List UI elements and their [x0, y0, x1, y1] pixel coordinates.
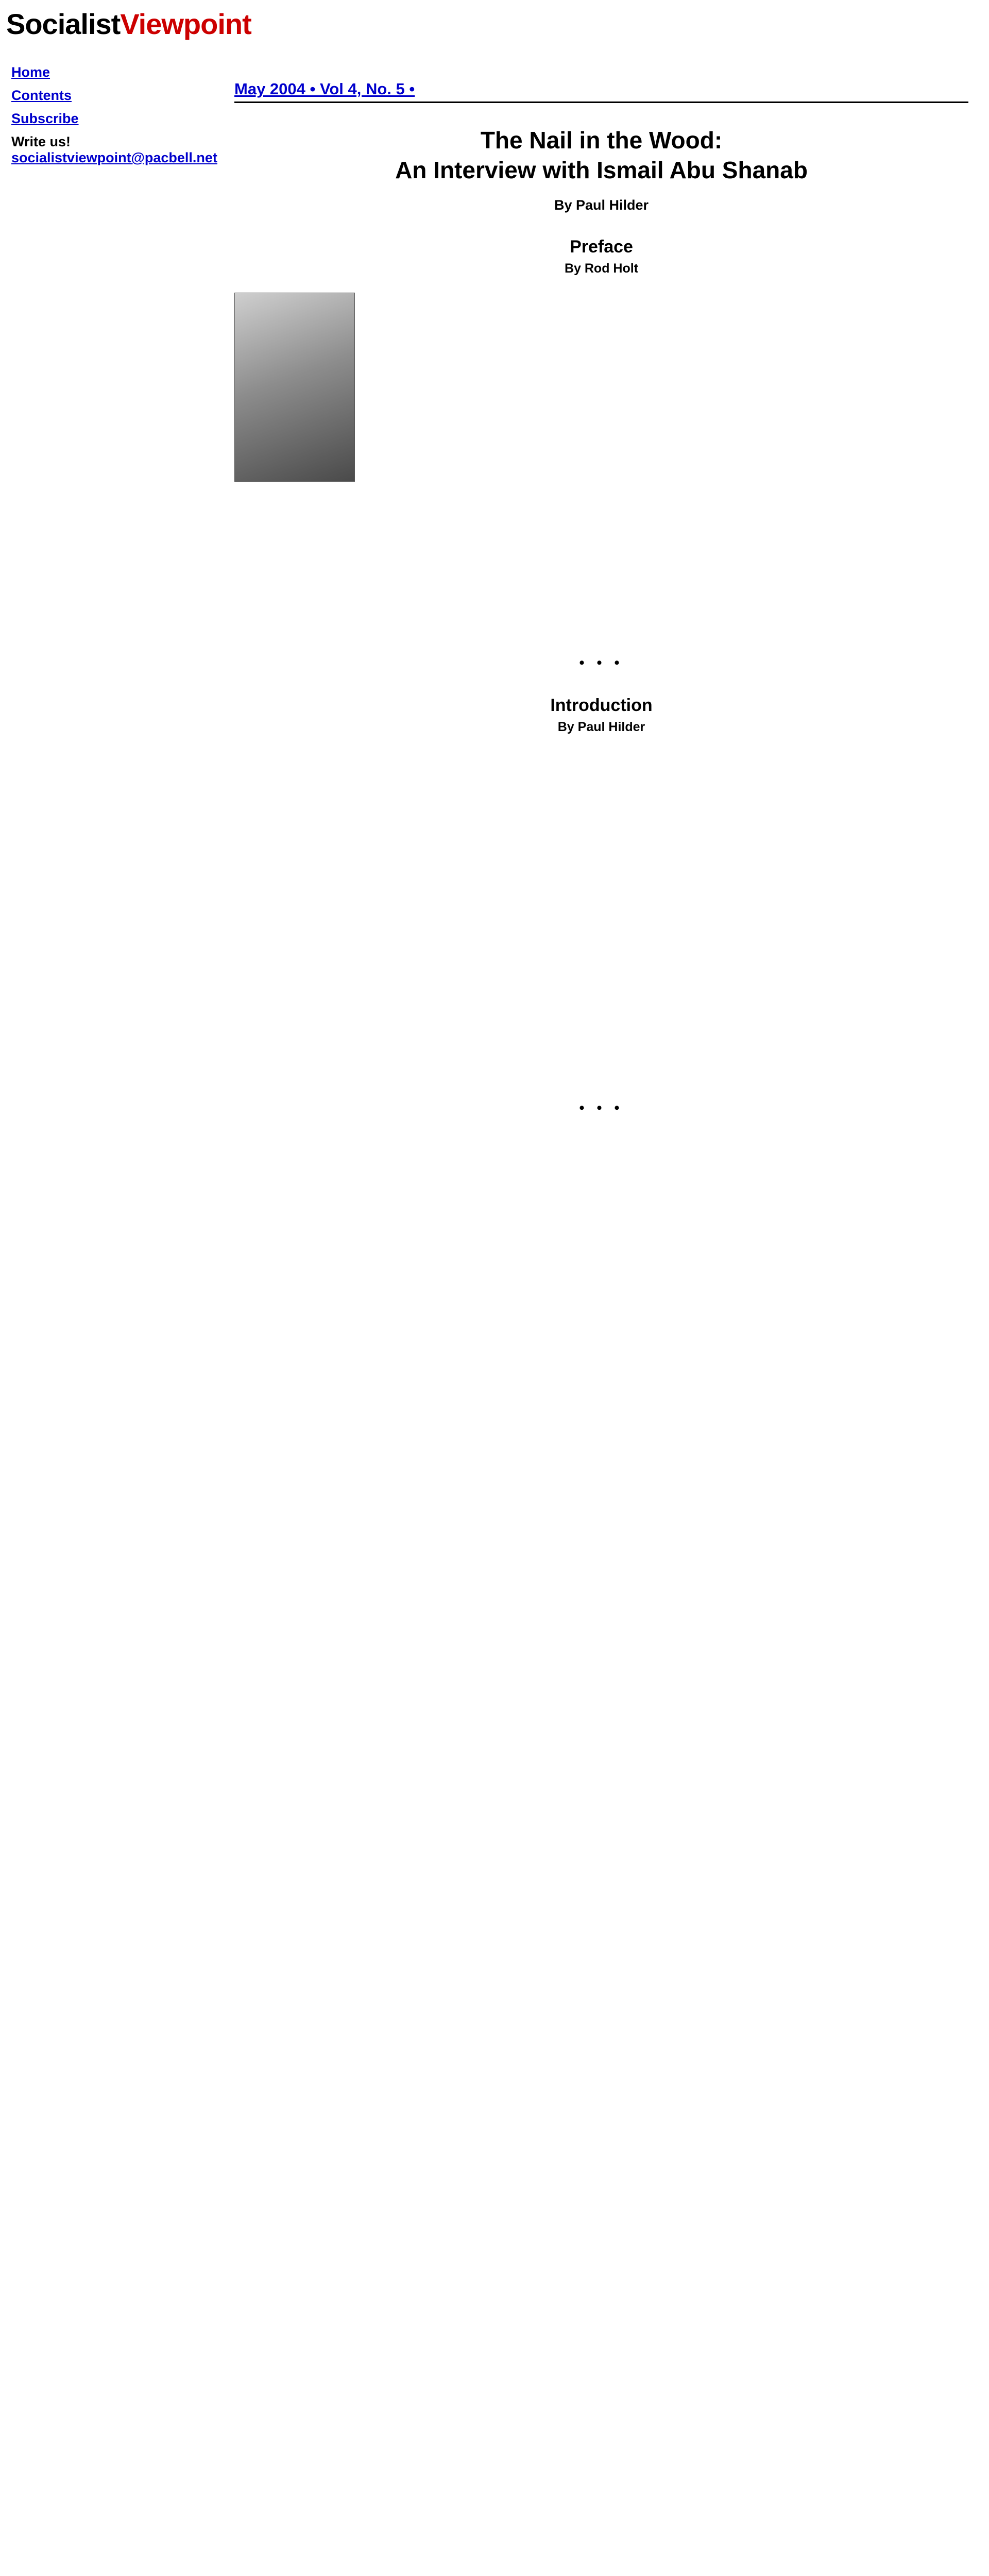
separator: • • •	[579, 1099, 624, 1116]
interview-paragraph	[234, 2562, 968, 2576]
interview-paragraph	[234, 2307, 968, 2364]
body-paragraph	[234, 748, 968, 805]
interview-paragraph	[234, 1175, 968, 1231]
title-line-2: An Interview with Ismail Abu Shanab	[395, 156, 808, 183]
body-paragraph	[234, 888, 968, 945]
interview-paragraph	[234, 1798, 968, 1855]
interview-paragraph	[234, 1289, 968, 1346]
interview-paragraph	[234, 2237, 968, 2294]
nav-link-home[interactable]: Home	[11, 64, 50, 80]
interview-paragraph	[234, 1130, 968, 1161]
interview-paragraph	[234, 1614, 968, 1670]
body-paragraph	[234, 818, 968, 875]
article-byline: By Paul Hilder	[554, 197, 649, 213]
interview-paragraph	[234, 1359, 968, 1416]
logo-text-part2: Viewpoint	[120, 8, 251, 40]
logo-text-part1: Socialist	[6, 8, 121, 40]
interview-paragraph	[234, 2078, 968, 2109]
preface-byline: By Rod Holt	[564, 261, 639, 276]
body-paragraph	[234, 500, 968, 556]
interview-body	[234, 1130, 968, 2576]
interview-paragraph	[234, 1868, 968, 1925]
interview-paragraph	[234, 1245, 968, 1276]
interview-paragraph	[234, 2123, 968, 2179]
interview-paragraph	[234, 2492, 968, 2548]
title-line-1: The Nail in the Wood:	[480, 127, 723, 154]
intro-byline: By Paul Hilder	[557, 720, 645, 734]
interview-paragraph	[234, 1938, 968, 1995]
article	[234, 80, 968, 2576]
site-logo[interactable]	[6, 7, 251, 41]
body-paragraph	[234, 1028, 968, 1085]
write-us-label: Write us!	[11, 134, 71, 149]
intro-heading: Introduction	[550, 696, 653, 715]
preface-heading: Preface	[570, 237, 633, 257]
interview-paragraph	[234, 1684, 968, 1715]
article-title	[234, 126, 968, 185]
preface-body	[234, 290, 968, 640]
interview-paragraph	[234, 1728, 968, 1785]
author-photo	[234, 293, 355, 482]
interview-paragraph	[234, 2421, 968, 2478]
sidebar-nav	[11, 64, 217, 173]
email-link[interactable]: socialistviewpoint@pacbell.net	[11, 150, 217, 165]
interview-paragraph	[234, 2008, 968, 2065]
intro-body	[234, 748, 968, 1085]
interview-paragraph	[234, 2377, 968, 2408]
interview-paragraph	[234, 2193, 968, 2224]
interview-paragraph	[234, 1569, 968, 1600]
issue-link[interactable]: May 2004 • Vol 4, No. 5 •	[234, 80, 968, 103]
body-paragraph	[234, 958, 968, 1015]
nav-link-contents[interactable]: Contents	[11, 88, 72, 103]
body-paragraph	[234, 570, 968, 626]
separator: • • •	[579, 654, 624, 671]
nav-link-subscribe[interactable]: Subscribe	[11, 111, 79, 126]
interview-paragraph	[234, 1429, 968, 1486]
interview-paragraph	[234, 1499, 968, 1556]
